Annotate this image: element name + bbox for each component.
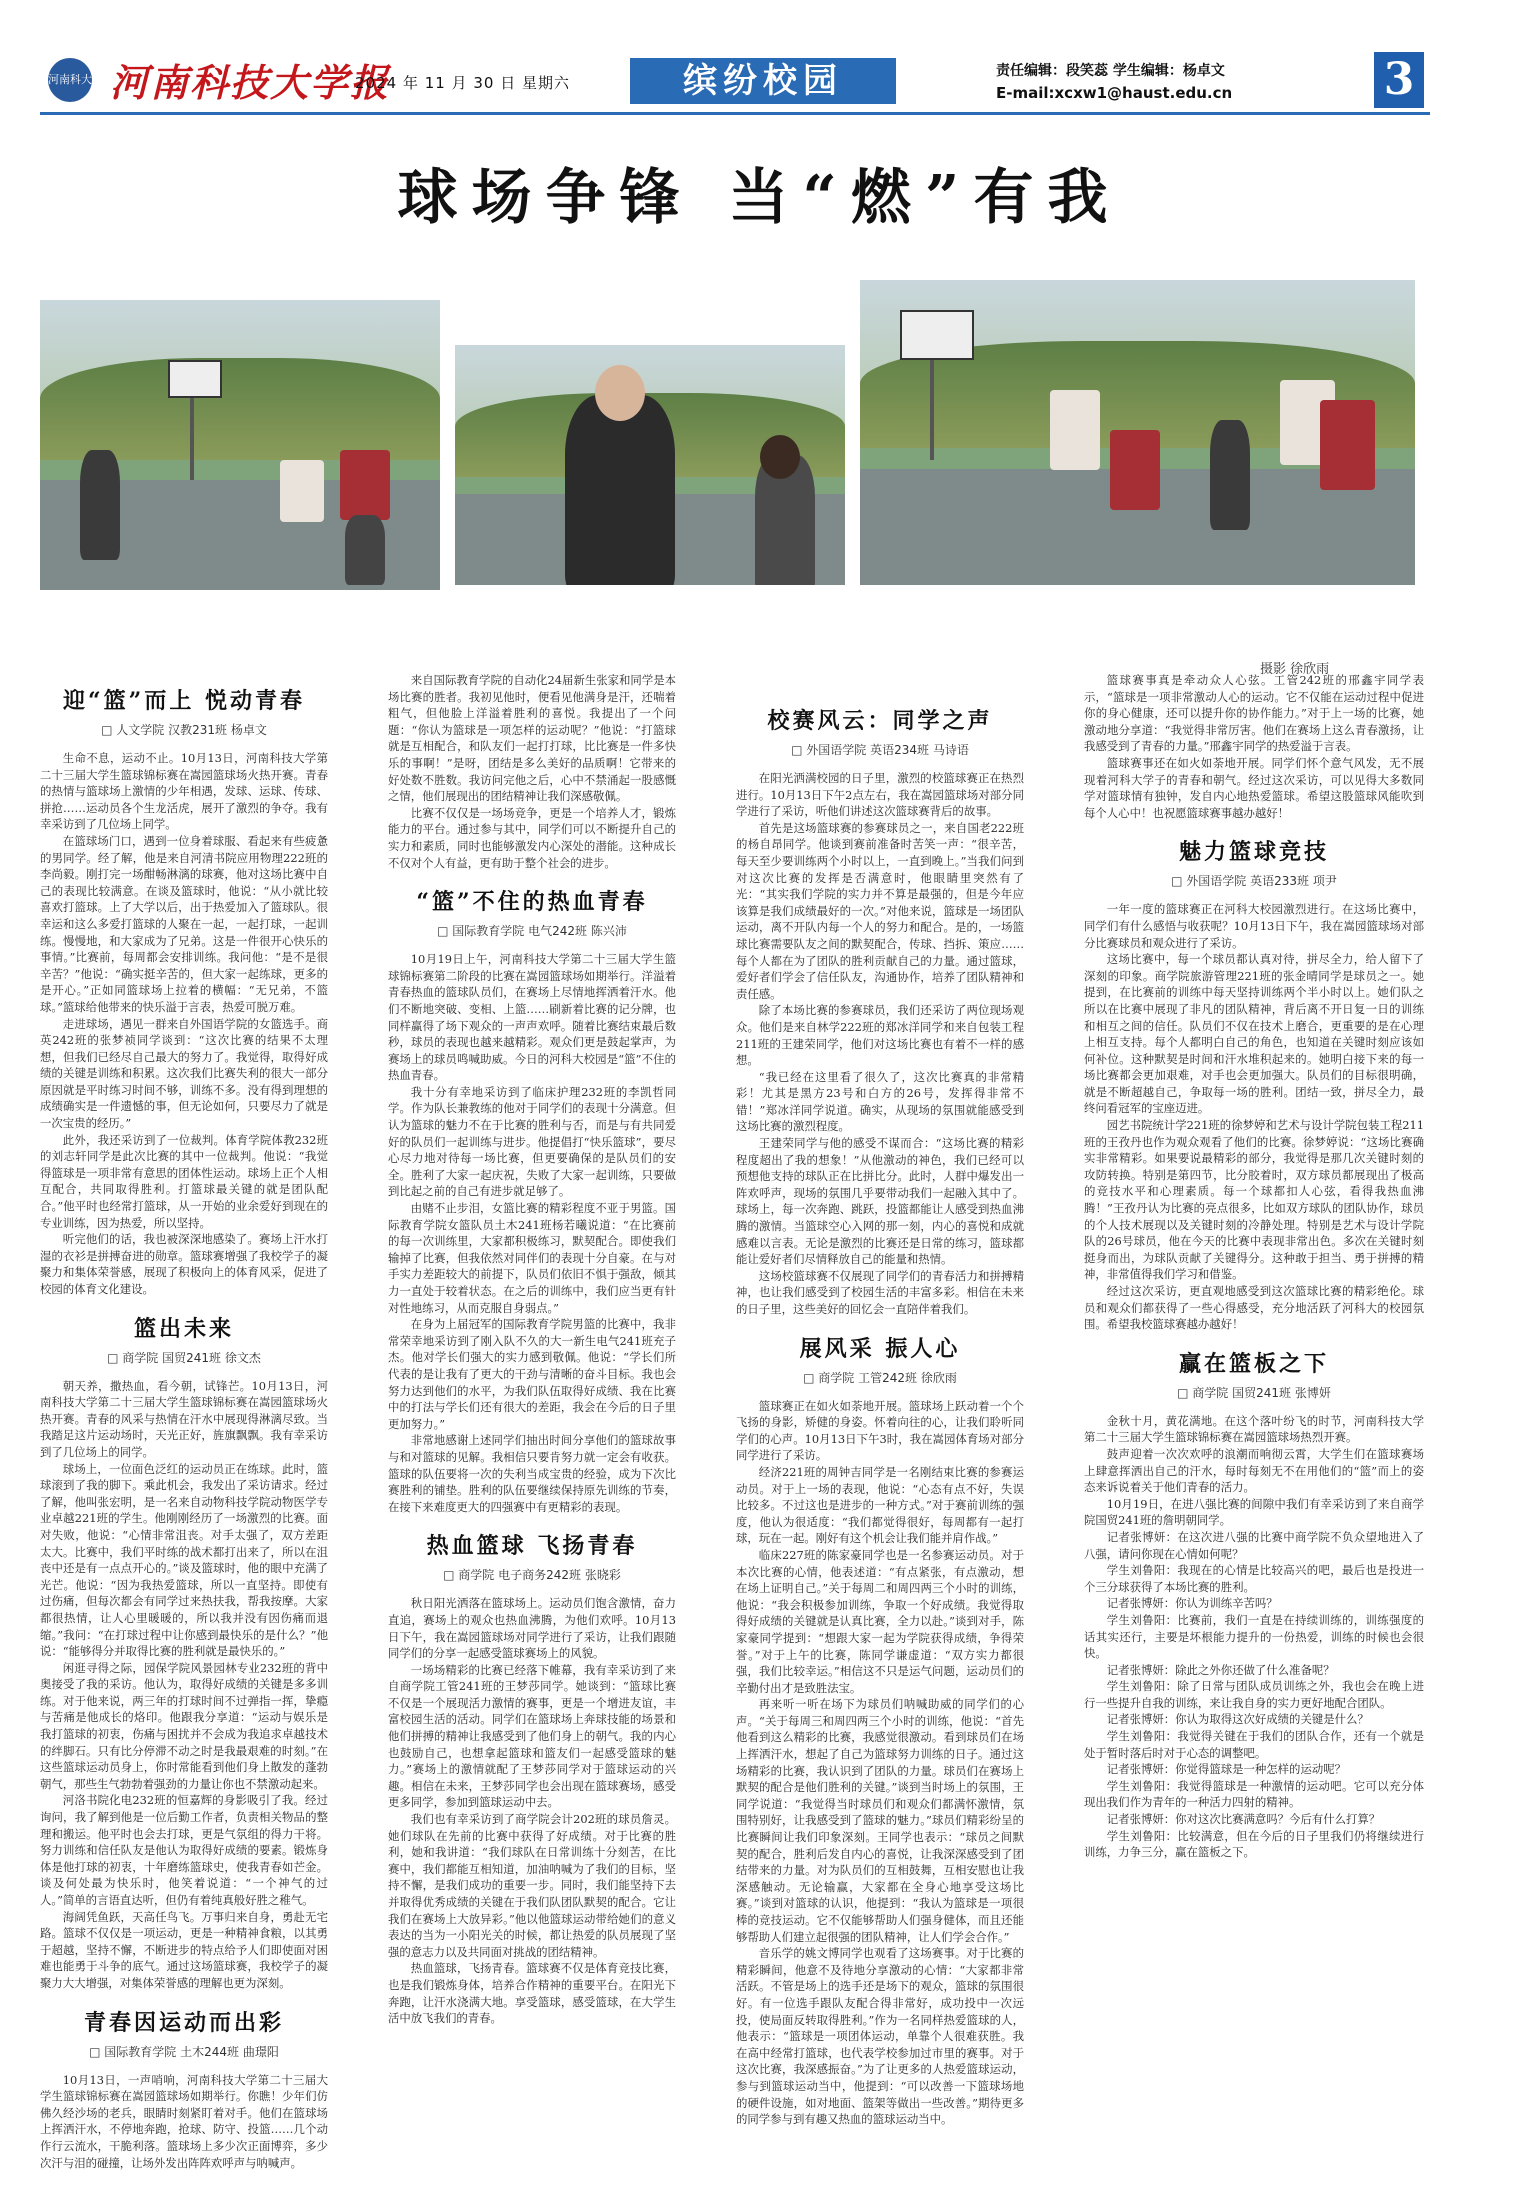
photo-interview-courtside bbox=[455, 345, 845, 585]
article-paragraph: 闲逛寻得之际，园保学院风景园林专业232班的背中奥接受了我的采访。他认为，取得好成绩的关键是多多训练。对于他来说，两三年的打球时间不过弹指一挥，挚瘾与苦痛是他成长的烙印。他跟我分享道：“运动与娱乐是我打篮球的初衷，伤痛与困扰并不会成为我追求卓越技术的绊脚石。只有比分停滞不动之时是我最艰难的时刻。”在这些篮球运动员身上，你时常能看到他们身上散发的蓬勃朝气，那些生气勃勃着强劲的力量让你也不禁激动起来。 bbox=[40, 1660, 328, 1791]
article-paragraph: 球场上，一位面色泛红的运动员正在练球。此时，篮球滚到了我的脚下。乘此机会，我发出了采访请求。经过了解，他叫张宏明，是一名来自动物科技学院动物医学专业卓越221班的学生。他刚刚经历了一场激烈的比赛。面对失败，他说：“心情非常沮丧。对手太强了，双方差距太大。比赛中，我们平时练的战术都打出来了，所以在沮丧中还是有一点点开心的。”谈及篮球时，他的眼中充满了光芒。他说：“因为我热爱篮球，所以一直坚持。即使有过伤痛，但每次都会有同学过来热扶我，帮我按摩。大家都很热情，让人心里暖暖的，所以我并没有因伤痛而退缩。”我问：“在打球过程中让你感到最快乐的是什么？”他说：“能够得分并取得比赛的胜利就是最快乐的。” bbox=[40, 1461, 328, 1659]
article-paragraph: 一场场精彩的比赛已经落下帷幕，我有幸采访到了来自商学院工管241班的王梦莎同学。她谈到：“篮球比赛不仅是一个展现活力激情的赛事，更是一个增进友谊，丰富校园生活的活动。同学们在篮球场上奔球技能的场景和他们拼搏的精神让我感受到了他们身上的朝气。我的内心也鼓励自己，也想拿起篮球和篮友们一起感受篮球的魅力。”赛场上的激情就配了王梦莎同学对于篮球运动的兴趣。相信在未来，王梦莎同学也会出现在篮球赛场，感受更多同学，参加到篮球运动中去。 bbox=[388, 1662, 676, 1810]
article-paragraph: 这场校篮球赛不仅展现了同学们的青春活力和拼搏精神，也让我们感受到了校园生活的丰富多彩。相信在未来的日子里，这些美好的回忆会一直陪伴着我们。 bbox=[736, 1268, 1024, 1316]
article-paragraph: “我已经在这里看了很久了，这次比赛真的非常精彩！尤其是黑方23号和白方的26号，发挥得非常不错！”郑冰洋同学说道。确实，从现场的氛围就能感受到这场比赛的激烈程度。 bbox=[736, 1069, 1024, 1134]
article-paragraph: 生命不息，运动不止。10月13日，河南科技大学第二十三届大学生篮球锦标赛在嵩园篮球场火热开赛。青春的热情与篮球场上激情的少年相遇，发球、运球、传球、拼抢……运动员各个生龙活虎，展开了激烈的争夺。我有幸采访到了几位场上同学。 bbox=[40, 751, 328, 832]
article-title: 青春因运动而出彩 bbox=[83, 2009, 284, 2036]
article-paragraph: 记者张博妍：你对这次比赛满意吗？今后有什么打算？ bbox=[1106, 1812, 1381, 1827]
article-paragraph: 走进球场，遇见一群来自外国语学院的女篮选手。商英242班的张梦祯同学谈到：“这次比赛的结果不太理想，但我们已经尽自己最大的努力了。我觉得，取得好成绩的关键是训练和积累。这次我们比赛失利的很大一部分原因就是平时练习时间不够，训练不多。没有得到理想的成绩确实是一件遗憾的事，但无论如何，只要尽力了就是一次宝贵的经历。” bbox=[40, 1016, 328, 1131]
article-paragraph: 除了本场比赛的参赛球员，我们还采访了两位现场观众。他们是来自林学222班的郑冰洋同学和来自包装工程211班的王建荣同学，他们对这场比赛也有着不一样的感想。 bbox=[736, 1003, 1024, 1068]
article-paragraph: 学生刘鲁阳：我觉得篮球是一种激情的运动吧。它可以充分体现出我们作为青年的一种活力四射的精神。 bbox=[1084, 1778, 1424, 1810]
column-1 bbox=[40, 684, 328, 2185]
article bbox=[1084, 835, 1424, 1332]
article-paragraph: 非常地感谢上述同学们抽出时间分享他们的篮球故事与和对篮球的见解。我相信只要肯努力就一定会有收获。篮球的队伍要将一次的失利当成宝贵的经验，成为下次比赛胜利的铺垫。胜利的队伍要继续保持原先训练的节奏，在接下来难度更大的四强赛中有更精彩的表现。 bbox=[388, 1433, 676, 1514]
article-paragraph: 10月13日，一声哨响，河南科技大学第二十三届大学生篮球锦标赛在嵩园篮球场如期举行。你瞧！少年们仿佛久经沙场的老兵，眼睛时刻紧盯着对手。他们在篮球场上挥洒汗水，不停地奔跑，抢球、防守、投篮……几个动作行云流水，干脆利落。篮球场上多少次正面博弈，多少次汗与泪的碰撞，让场外发出阵阵欢呼声与呐喊声。 bbox=[40, 2072, 328, 2170]
article-byline: □ 商学院 电子商务242班 张晓彩 bbox=[443, 1568, 621, 1583]
article-paragraph: 记者张博妍：你认为训练辛苦吗？ bbox=[1106, 1596, 1278, 1611]
article-byline: □ 外国语学院 英语233班 项尹 bbox=[1171, 874, 1337, 889]
article-paragraph: 临床227班的陈家豪同学也是一名参赛运动员。对于本次比赛的心情，他表述道：“有点紧张，有点激动，想在场上证明自己。”关于每周二和周四两三个小时的训练，他说：“我会积极参加训练，争取一个好成绩。我觉得取得好成绩的关键就是认真比赛，全力以赴。”谈到对手，陈家豪同学提到：“想跟大家一起为学院获得成绩，争得荣誉。”对于上午的比赛，陈同学谦虚道：“双方实力都很强，我们比较幸运。”相信这不只是运气问题，运动员们的辛勤付出才是致胜法宝。 bbox=[736, 1547, 1024, 1695]
article-paragraph: 金秋十月，黄花满地。在这个落叶纷飞的时节，河南科技大学第二十三届大学生篮球锦标赛在嵩园篮球场热烈开赛。 bbox=[1084, 1413, 1424, 1445]
paper-name: 河南科技大学报 bbox=[110, 60, 391, 105]
article-paragraph: 10月19日上午，河南科技大学第二十三届大学生篮球锦标赛第二阶段的比赛在嵩园篮球场如期举行。洋溢着青春热血的篮球队员们，在赛场上尽情地挥洒着汗水。他们不断地突破、变相、上篮……刷新着比赛的记分牌，也同样赢得了场下观众的一声声欢呼。随着比赛结束最后数秒，球员的表现也越来越精彩。观众们更是鼓起掌声，为赛场上的球员鸣喊助威。今日的河科大校园是“篮”不住的热血青春。 bbox=[388, 952, 676, 1083]
university-logo-icon: 河南科大 bbox=[48, 58, 92, 102]
article bbox=[736, 704, 1024, 1318]
article-paragraph: 听完他们的话，我也被深深地感染了。赛场上汗水打湿的衣衫是拼搏奋进的勋章。篮球赛增强了我校学子的凝聚力和集体荣誉感，展现了积极向上的体育风采，促进了校园的体育文化建设。 bbox=[40, 1232, 328, 1296]
article-paragraph: 音乐学的姚文博同学也观看了这场赛事。对于比赛的精彩瞬间，他意不及待地分享激动的心情：“大家都非常活跃。不管是场上的选手还是场下的观众，篮球的氛围很好。有一位选手跟队友配合得非常好，成功投中一次远投，使局面反转取得胜利。”作为一名同样热爱篮球的人，他表示：“篮球是一项团体运动，单靠个人很难获胜。我在高中经常打篮球，也代表学校参加过市里的赛事。对于这次比赛，我深感振奋。”为了让更多的人热爱篮球运动，参与到篮球运动当中，他提到：“可以改善一下篮球场地的硬件设施，如对地面、篮架等做出一些改善。”期待更多的同学参与到有趣又热血的篮球运动当中。 bbox=[736, 1946, 1024, 2127]
article-byline: □ 国际教育学院 土木244班 曲璟阳 bbox=[89, 2044, 279, 2059]
article-paragraph: 学生刘鲁阳：我现在的心情是比较高兴的吧，最后也是投进一个三分球获得了本场比赛的胜利。 bbox=[1084, 1563, 1424, 1594]
article-paragraph: 记者张博妍：除此之外你还做了什么准备呢？ bbox=[1106, 1662, 1335, 1677]
article-paragraph: 朝天养，撒热血，看今朝，试锋芒。10月13日，河南科技大学第二十三届大学生篮球锦标赛在嵩园篮球场火热开赛。青春的风采与热情在汗水中展现得淋漓尽致。当我踏足这片运动场时，天光正好，旌旗飘飘。我有幸采访到了几位场上的同学。 bbox=[40, 1378, 328, 1459]
contact-email: E-mail:xcxw1@haust.edu.cn bbox=[996, 84, 1233, 102]
article bbox=[40, 1312, 328, 1992]
article-paragraph: 园艺书院统计学221班的徐梦婷和艺术与设计学院包装工程211班的王孜丹也作为观众观看了他们的比赛。徐梦婷说：“这场比赛确实非常精彩。如果要说最精彩的部分，我觉得是那几次关键时刻的攻防转换。特别是第四节，比分胶着时，双方球员都展现出了极高的竞技水平和心理素质。每一个球都扣人心弦，看得我热血沸腾！”王孜丹认为比赛的亮点很多，比如双方球队的团队协作，球员的个人技术展现以及关键时刻的冷静处理。特别是艺术与设计学院队的26号球员，他在今天的比赛中表现非常出色。多次在关键时刻挺身而出，为球队贡献了关键得分。这种敢于担当、勇于拼搏的精神，非常值得我们学习和借鉴。 bbox=[1084, 1118, 1424, 1282]
article-paragraph: 篮球赛正在如火如荼地开展。篮球场上跃动着一个个飞扬的身影，矫健的身姿。怀着向往的心，让我们聆听同学们的心声。10月13日下午3时，我在嵩园体育场对部分同学进行了采访。 bbox=[736, 1398, 1024, 1463]
article-paragraph: 10月19日，在进八强比赛的间隙中我们有幸采访到了来自商学院国贸241班的詹明朝同学。 bbox=[1084, 1496, 1424, 1528]
section-title: 缤纷校园 bbox=[630, 58, 896, 104]
article-paragraph: 经济221班的周钟吉同学是一名刚结束比赛的参赛运动员。对于上一场的表现，他说：“心态有点不好，失误比较多。不过这也是进步的一种方式。”对于赛前训练的强度，他认为很适度：“我们都觉得很好，每周都有一起打球，玩在一起。刚好有这个机会让我们能并肩作战。” bbox=[736, 1464, 1024, 1546]
photo-basketball-game-left bbox=[40, 300, 440, 590]
article-paragraph: 比赛不仅仅是一场场竞争，更是一个培养人才，锻炼能力的平台。通过参与其中，同学们可以不断提升自己的实力和素质，同时也能够激发内心深处的潜能。这种成长不仅对个人有益，更有助于整个社会的进步。 bbox=[388, 805, 676, 870]
article-paragraph: 学生刘鲁阳：比赛前，我们一直是在持续训练的，训练强度的话其实还行，主要是坏根能力提升的一份热爱，训练的时候也会很快。 bbox=[1084, 1612, 1424, 1661]
article-paragraph: 海阔凭鱼跃，天高任鸟飞。万事归来自身，勇赴无宅路。篮球不仅仅是一项运动，更是一种精神食粮，以其勇于超越，坚持不懈，不断进步的特点给予人们即使面对困难也能勇于斗争的底气。通过这场篮球赛，我校学子的凝聚力大大增强，对集体荣誉感的理解也更为深刻。 bbox=[40, 1909, 328, 1990]
article-paragraph: 学生刘鲁阳：除了日常与团队成员训练之外，我也会在晚上进行一些提升自我的训练，来让我自身的实力更好地配合团队。 bbox=[1084, 1679, 1424, 1710]
photo-basketball-game-right bbox=[860, 280, 1415, 585]
article-paragraph: 篮球赛事还在如火如荼地开展。同学们怀个意气风发，无不展现着河科大学子的青春和朝气。经过这次采访，可以见得大多数同学对篮球情有独钟，发自内心地热爱篮球。希望这股篮球风能吹到每个人心中！也祝愿篮球赛事越办越好！ bbox=[1084, 755, 1424, 820]
article-paragraph: 再来听一听在场下为球员们呐喊助威的同学们的心声。“关于每周三和周四两三个小时的训练，他说：“首先他看到这么精彩的比赛，我感觉很激动。看到球员们在场上挥洒汗水，想起了自己为篮球努力训练的日子。通过这场精彩的比赛，我认识到了团队的力量。球员们在赛场上默契的配合是他们胜利的关键。”谈到当时场上的氛围，王同学说道：“我觉得当时球员们和观众们都满怀激情，氛围特别好，让我感受到了篮球的魅力。”球员们精彩纷呈的比赛瞬间让我们印象深刻。王同学也表示：“球员之间默契的配合，胜利后发自内心的喜悦，让我深深感受到了团结带来的力量。对为队员们的互相鼓舞，互相安慰也让我深感触动。无论输赢，大家都在全身心地享受这场比赛。”谈到对篮球的认识，他提到：“我认为篮球是一项很棒的竞技运动。它不仅能够帮助人们强身健体，而且还能够帮助人们建立起很强的团队精神，让人们学会合作。” bbox=[736, 1697, 1024, 1944]
article-paragraph: 鼓声迎着一次次欢呼的浪潮而响彻云霄，大学生们在篮球赛场上肆意挥洒出自己的汗水，每时每刻无不在用他们的“篮”而上的姿态来诉说着关于他们青春的活力。 bbox=[1084, 1446, 1424, 1495]
article-title: 校赛风云：同学之声 bbox=[767, 708, 993, 734]
editors-line: 责任编辑：段笑蕊 学生编辑：杨卓文 bbox=[996, 63, 1225, 79]
article-continued bbox=[388, 672, 676, 871]
article-paragraph: 由赌不止步泪，女篮比赛的精彩程度不亚于男篮。国际教育学院女篮队员土木241班杨若曦说道：“在比赛前的每一次训练里，大家都积极练习，默契配合。即使我们输掉了比赛，但我依然对同伴们的表现十分自豪。在与对手实力差距较大的前提下，队员们依旧不惧于强敌，倾其力一直处于较着状态。在之后的训练中，我们应当更有针对性地练习，从而克服自身弱点。” bbox=[388, 1201, 676, 1315]
page-number: 3 bbox=[1374, 52, 1424, 108]
article bbox=[736, 1332, 1024, 2128]
article-paragraph: 在阳光洒满校园的日子里，激烈的校篮球赛正在热烈进行。10月13日下午2点左右，我在嵩园篮球场对部分同学进行了采访，听他们讲述这次篮球赛背后的故事。 bbox=[736, 771, 1024, 819]
issue-date: 2024 年 11 月 30 日 星期六 bbox=[355, 74, 570, 92]
article-paragraph: 河洛书院化电232班的恒嘉辉的身影吸引了我。经过询问，我了解到他是一位后勤工作者，负责相关物品的整理和搬运。他平时也会去打球，更是气氛组的得力干将。努力训练和信任队友是他认为取得好成绩的要素。锻炼身体是他打球的初衷，十年磨练篮球史，使我青春如芒金。谈及何处最为快乐时，他笑着说道：“一个神气的过人。”简单的言语直达听，但仍有着纯真般好胜之稚气。 bbox=[40, 1793, 328, 1907]
article-title: 魅力篮球竞技 bbox=[1178, 839, 1329, 866]
article-byline: □ 外国语学院 英语234班 马诗语 bbox=[791, 743, 969, 757]
article-paragraph: 一年一度的篮球赛正在河科大校园激烈进行。在这场比赛中，同学们有什么感悟与收获呢？10月13日下午，我在嵩园篮球场对部分比赛球员和观众进行了采访。 bbox=[1084, 902, 1424, 950]
article-title: 篮出未来 bbox=[133, 1315, 234, 1342]
article-paragraph: 我十分有幸地采访到了临床护理232班的李凯哲同学。作为队长兼教练的他对于同学们的表现十分满意。但认为篮球的魅力不在于比赛的胜利与否，而是与有共同爱好的队员们一起训练与进步。他提倡打“快乐篮球”，要尽心尽力地对待每一场比赛，但更要确保的是队员们的安全。胜利了大家一起庆祝，失败了大家一起训练，只要做到比起之前的自己有进步就足够了。 bbox=[388, 1084, 676, 1199]
article-byline: □ 商学院 国贸241班 张博妍 bbox=[1177, 1385, 1331, 1400]
article-paragraph: 篮球赛事真是牵动众人心弦。工管242班的邢鑫宇同学表示，“篮球是一项非常激动人心的运动。它不仅能在运动过程中促进你的身心健康，还可以提升你的协作能力。”对于上一场的比赛，她激动地分享道：“我觉得非常厉害。他们在赛场上这么青春激扬，让我感受到了青春的力量。”邢鑫宇同学的热爱溢于言表。 bbox=[1084, 673, 1424, 754]
article-title: 赢在篮板之下 bbox=[1178, 1350, 1329, 1377]
article-paragraph: 在身为上届冠军的国际教育学院男篮的比赛中，我非常荣幸地采访到了刚入队不久的大一新生电气241班充子杰。他对学长们强大的实力感到敬佩。他说：“学长们所代表的是让我有了更大的干劲与清晰的奋斗目标。我也会努力达到他们的水平，为我们队伍取得好成绩、我在比赛中的打法与学长们还有很大的差距，我会在今后的日子里更加努力。” bbox=[388, 1317, 676, 1431]
article-continued bbox=[1084, 672, 1424, 821]
article-paragraph: 记者张博妍：在这次进八强的比赛中商学院不负众望地进入了八强，请问你现在心情如何呢？ bbox=[1084, 1529, 1424, 1561]
header-divider bbox=[40, 112, 1430, 115]
article-byline: □ 商学院 工管242班 徐欣雨 bbox=[803, 1370, 957, 1385]
article-paragraph: 热血篮球，飞扬青春。篮球赛不仅是体育竞技比赛，也是我们锻炼身体，培养合作精神的重要平台。在阳光下奔跑，让汗水浇满大地。享受篮球，感受篮球，在大学生活中放飞我们的青春。 bbox=[388, 1961, 676, 2026]
article bbox=[388, 1529, 676, 2026]
article-paragraph: 我们也有幸采访到了商学院会计202班的球员詹灵。她们球队在先前的比赛中获得了好成绩。对于比赛的胜利，她和我讲道：“我们球队在日常训练十分刻苦，在比赛中，我们都能互相知道，加油呐喊为了我们的目标，坚持不懈，是我们成功的重要一步。同时，我们能坚持下去并取得优秀成绩的关键在于我们队团队默契的配合。它让我们在赛场上大放异彩。”他以他篮球运动带给她们的意义表达的当为一小阳光关的时候，都让热爱的队员展现了坚强的意志力以及共同面对挑战的团结精神。 bbox=[388, 1812, 676, 1959]
article-byline: □ 国际教育学院 电气242班 陈兴沛 bbox=[437, 924, 627, 939]
column-2 bbox=[388, 672, 676, 2041]
feature-title: 球场争锋 当“燃”有我 bbox=[397, 163, 1122, 233]
photo-credit: 摄影 徐欣雨 bbox=[1260, 662, 1330, 677]
article-title: 展风采 振人心 bbox=[799, 1335, 961, 1362]
article-byline: □ 人文学院 汉教231班 杨卓文 bbox=[101, 723, 267, 737]
article-paragraph: 王建荣同学与他的感受不谋而合：“这场比赛的精彩程度超出了我的想象！”从他激动的神色，我们已经可以预想他支持的球队正在比拼比分。此时，人群中爆发出一阵欢呼声，现场的氛围几乎要带动我们一起融入其中了。球场上，每一次奔跑、跳跃，投篮都能让人感受到热血沸腾的激情。当篮球空心入网的那一刻，内心的喜悦和成就感难以言表。无论是激烈的比赛还是日常的练习，篮球都能让爱好者们尽情释放自己的能量和热情。 bbox=[736, 1136, 1024, 1267]
article-paragraph: 记者张博妍：你认为取得这次好成绩的关键是什么？ bbox=[1106, 1712, 1369, 1727]
article-byline: □ 商学院 国贸241班 徐文杰 bbox=[107, 1350, 261, 1365]
article-title: 热血篮球 飞扬青春 bbox=[426, 1533, 638, 1560]
article bbox=[388, 885, 676, 1515]
article-paragraph: 首先是这场篮球赛的参赛球员之一，来自国老222班的杨自昂同学。他谈到赛前准备时苦笑一声：“很辛苦，每天至少要训练两个小时以上，一直到晚上。”当我们问到对这次比赛的发挥是否满意时，他眼睛里突然有了光：“其实我们学院的实力并不算是最强的，但是今年应该算是我们成绩最好的一次。”对他来说，篮球是一场团队运动，离不开队内每一个人的努力和配合。是的，一场篮球比赛需要队友之间的默契配合，传球、挡拆、策应……每个人都在为了团队的胜利贡献自己的力量。通过篮球，爱好者们学会了信任队友，沟通协作，培养了团队精神和责任感。 bbox=[736, 820, 1024, 1001]
article-paragraph: 记者张博妍：你觉得篮球是一种怎样的运动呢？ bbox=[1106, 1762, 1347, 1777]
column-4 bbox=[1084, 672, 1424, 1875]
article bbox=[40, 2006, 328, 2172]
article-paragraph: 来自国际教育学院的自动化24届新生张家和同学是本场比赛的胜者。我初见他时，便看见他满身是汗，还喘着粗气，但他脸上洋溢着胜利的喜悦。我提出了一个问题：“你认为篮球是一项怎样的运动呢？”他说：“打篮球就是互相配合，和队友们一起打打球，比比赛是一件多快乐的事啊！”是呀，团结是多么美好的品质啊！它带来的好处数不胜数。我访问完他之后，心中不禁涌起一股感慨之情，他们展现出的团结精神让我们深感敬佩。 bbox=[388, 673, 676, 804]
article-title: 迎“篮”而上 悦动青春 bbox=[63, 688, 305, 714]
article-paragraph: 此外，我还采访到了一位裁判。体育学院体教232班的刘志轩同学是此次比赛的其中一位裁判。他说：“我觉得篮球是一项非常有意思的团体性运动。球场上正个人相互配合，共同取得胜利。打篮球最关键的就是团队配合。”他平时也经常打篮球，从一开始的业余爱好到现在的专业训练，因为热爱，所以坚持。 bbox=[40, 1132, 328, 1230]
article-paragraph: 经过这次采访，更直观地感受到这次篮球比赛的精彩绝伦。球员和观众们都获得了一些心得感受，充分地活跃了河科大的校园氛围。希望我校篮球赛越办越好！ bbox=[1084, 1284, 1424, 1332]
article-paragraph: 学生刘鲁阳：比较满意，但在今后的日子里我们仍将继续进行训练，力争三分，赢在篮板之下。 bbox=[1084, 1828, 1424, 1860]
article-paragraph: 学生刘鲁阳：我觉得关键在于我们的团队合作，还有一个就是处于暂时落后时对于心态的调整吧。 bbox=[1084, 1729, 1424, 1760]
article-paragraph: 这场比赛中，每一个球员都认真对待，拼尽全力，给人留下了深刻的印象。商学院旅游管理221班的张金晴同学是球员之一。她提到，在比赛前的训练中每天坚持训练两个半小时以上。她们队之所以在比赛中展现了非凡的团队精神，背后离不开日复一日的训练和相互之间的信任。队员们不仅在技术上磨合，更重要的是在心理上相互支持。每个人都明白自己的角色，也知道在关键时刻应该如何补位。这种默契是时间和汗水堆积起来的。她明白接下来的每一场比赛都会更加艰难，对手也会更加强大。队员们的目标很明确，就是不断超越自己，争取每一场的胜利。团结一致，拼尽全力，最终问看冠军的宝座迈进。 bbox=[1084, 952, 1424, 1116]
article bbox=[40, 684, 328, 1298]
article-title: “篮”不住的热血青春 bbox=[416, 889, 648, 916]
article-paragraph: 秋日阳光洒落在篮球场上。运动员们饱含激情，奋力直追，赛场上的观众也热血沸腾，为他们欢呼。10月13日下午，我在嵩园篮球场对同学进行了采访，让我们跟随同学们的分享一起感受篮球赛场上的风貌。 bbox=[388, 1596, 676, 1661]
article bbox=[1084, 1347, 1424, 1861]
article-paragraph: 在篮球场门口，遇到一位身着球服、看起来有些疲惫的男同学。经了解，他是来自河清书院应用物理222班的李尚毅。刚打完一场酣畅淋漓的球赛，他对这场比赛中自己的表现比较满意。在谈及篮球时，他说：“从小就比较喜欢打篮球。上了大学以后，出于热爱加入了篮球队。很幸运和这么多爱打篮球的人聚在一起，一起打球，一起训练。慢慢地，和大家成为了兄弟。这是一件很开心快乐的事情。”比赛前，每周都会安排训练。我问他：“是不是很辛苦？”他说：“确实挺辛苦的，但大家一起练球，更多的是开心。”正如同篮球场上拉着的横幅：“无兄弟，不篮球。”篮球给他带来的快乐溢于言表，热爱可脱万难。 bbox=[40, 833, 328, 1014]
column-3 bbox=[736, 704, 1024, 2142]
